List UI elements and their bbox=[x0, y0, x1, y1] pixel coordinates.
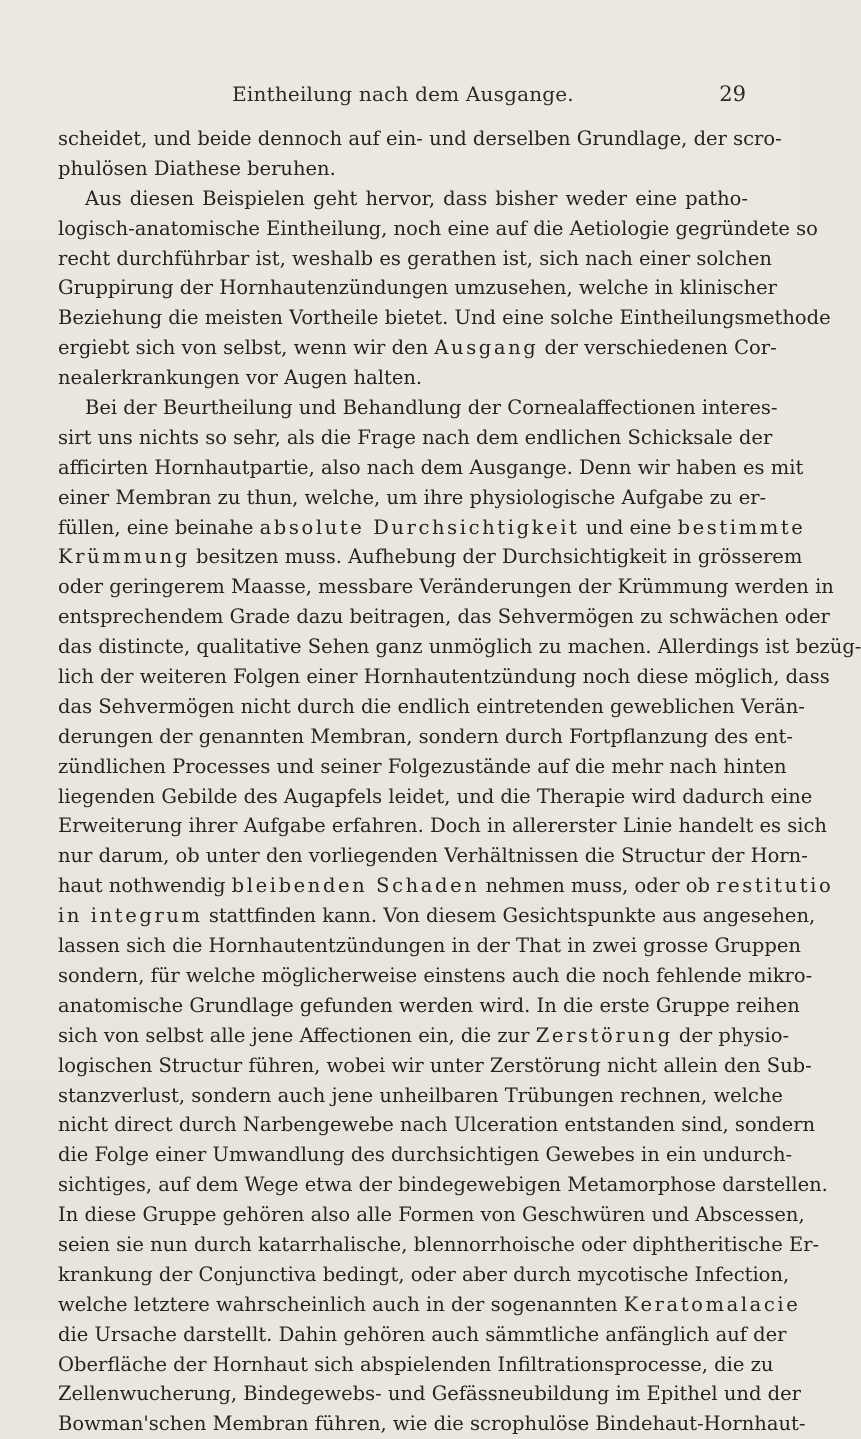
text-line bbox=[58, 662, 830, 692]
text-line bbox=[58, 333, 777, 363]
text-run: der physio- bbox=[672, 1023, 790, 1047]
text-run: derungen der genannten Membran, sondern durch Fortpflanzung des ent- bbox=[58, 724, 793, 748]
text-line bbox=[58, 841, 808, 871]
text-line bbox=[58, 483, 767, 513]
text-run: besitzen muss. Aufhebung der Durchsichtigkeit in grösserem bbox=[189, 545, 803, 569]
text-run: füllen, eine beinahe bbox=[58, 515, 260, 539]
text-run: recht durchführbar ist, weshalb es gerathen ist, sich nach einer solchen bbox=[58, 246, 772, 270]
text-run: liegenden Gebilde des Augapfels leidet, und die Therapie wird dadurch eine bbox=[58, 784, 813, 808]
text-run: stanzverlust, sondern auch jene unheilbaren Trübungen rechnen, welche bbox=[58, 1083, 783, 1107]
text-run: und eine bbox=[579, 515, 678, 539]
text-line bbox=[58, 782, 813, 812]
text-run: krankung der Conjunctiva bedingt, oder aber durch mycotische Infection, bbox=[58, 1262, 790, 1286]
text-line bbox=[58, 632, 861, 662]
text-run: Erweiterung ihrer Aufgabe erfahren. Doch in allererster Linie handelt es sich bbox=[58, 814, 827, 838]
text-run: lich der weiteren Folgen einer Hornhautentzündung noch diese möglich, dass bbox=[58, 665, 830, 689]
spaced-emphasis: Zerstörung bbox=[535, 1023, 673, 1047]
text-run: anatomische Grundlage gefunden werden wird. In die erste Gruppe reihen bbox=[58, 993, 800, 1017]
text-run: Aus diesen Beispielen geht hervor, dass bisher weder eine patho- bbox=[85, 186, 748, 210]
text-run: nealerkrankungen vor Augen halten. bbox=[58, 366, 423, 390]
text-line bbox=[58, 303, 831, 333]
text-line bbox=[58, 871, 834, 901]
text-line bbox=[58, 453, 804, 483]
text-line bbox=[58, 811, 827, 841]
text-run: In diese Gruppe gehören also alle Formen von Geschwüren und Abscessen, bbox=[58, 1203, 805, 1227]
spaced-emphasis: restitutio bbox=[716, 874, 834, 898]
body-text bbox=[58, 124, 861, 1439]
text-line bbox=[58, 1170, 828, 1200]
text-line bbox=[58, 602, 830, 632]
text-line bbox=[58, 931, 801, 961]
text-line bbox=[58, 1409, 806, 1439]
text-run: afficirten Hornhautpartie, also nach dem Ausgange. Denn wir haben es mit bbox=[58, 455, 804, 479]
text-line bbox=[58, 363, 748, 393]
text-run: zündlichen Processes und seiner Folgezustände auf die mehr nach hinten bbox=[58, 754, 787, 778]
text-run: ergiebt sich von selbst, wenn wir den bbox=[58, 336, 435, 360]
text-line bbox=[58, 1350, 774, 1380]
text-line bbox=[58, 393, 778, 423]
text-run: nur darum, ob unter den vorliegenden Verhältnissen die Structur der Horn- bbox=[58, 844, 808, 868]
text-line bbox=[58, 423, 773, 453]
text-line bbox=[58, 1021, 790, 1051]
text-line bbox=[58, 1140, 793, 1170]
text-line bbox=[58, 513, 806, 543]
running-head: Eintheilung nach dem Ausgange. bbox=[232, 82, 574, 106]
text-run: der verschiedenen Cor- bbox=[538, 336, 777, 360]
text-run: Bowman'schen Membran führen, wie die scrophulöse Bindehaut-Hornhaut- bbox=[58, 1412, 806, 1436]
text-run: logisch-anatomische Eintheilung, noch eine auf die Aetiologie gegründete so bbox=[58, 216, 818, 240]
text-run: die Ursache darstellt. Dahin gehören auch sämmtliche anfänglich auf der bbox=[58, 1322, 787, 1346]
spaced-emphasis: absolute Durchsichtigkeit bbox=[259, 515, 580, 539]
text-run: lassen sich die Hornhautentzündungen in der That in zwei grosse Gruppen bbox=[58, 934, 801, 958]
text-run: Bei der Beurtheilung und Behandlung der Cornealaffectionen interes- bbox=[85, 396, 778, 420]
text-line bbox=[58, 184, 748, 214]
text-run: phulösen Diathese beruhen. bbox=[58, 156, 336, 180]
text-run: stattfinden kann. Von diesem Gesichtspunkte aus angesehen, bbox=[202, 904, 816, 928]
text-line bbox=[58, 1200, 805, 1230]
text-run: das distincte, qualitative Sehen ganz unmöglich zu machen. Allerdings ist bezüg- bbox=[58, 635, 861, 659]
text-run: welche letztere wahrscheinlich auch in der sogenannten bbox=[58, 1292, 624, 1316]
text-run: scheidet, und beide dennoch auf ein- und derselben Grundlage, der scro- bbox=[58, 127, 782, 150]
text-line bbox=[58, 1320, 787, 1350]
spaced-emphasis: Krümmung bbox=[58, 545, 190, 569]
text-line bbox=[58, 991, 800, 1021]
text-run: die Folge einer Umwandlung des durchsichtigen Gewebes in ein undurch- bbox=[58, 1143, 793, 1167]
text-line bbox=[58, 1379, 801, 1409]
text-run: das Sehvermögen nicht durch die endlich eintretenden geweblichen Verän- bbox=[58, 694, 805, 718]
text-run: seien sie nun durch katarrhalische, blennorrhoische oder diphtheritische Er- bbox=[58, 1232, 820, 1256]
text-line bbox=[58, 1260, 790, 1290]
text-line bbox=[58, 214, 818, 244]
spaced-emphasis: bleibenden Schaden bbox=[231, 874, 480, 898]
spaced-emphasis: Keratomalacie bbox=[623, 1292, 801, 1316]
text-run: sirt uns nichts so sehr, als die Frage nach dem endlichen Schicksale der bbox=[58, 425, 773, 449]
text-line bbox=[58, 752, 787, 782]
text-line bbox=[58, 124, 782, 154]
text-run: sich von selbst alle jene Affectionen ein, die zur bbox=[58, 1023, 536, 1047]
spaced-emphasis: bestimmte bbox=[677, 515, 806, 539]
text-line bbox=[58, 1110, 816, 1140]
text-line bbox=[58, 1051, 812, 1081]
text-line bbox=[58, 961, 813, 991]
text-line bbox=[58, 1290, 801, 1320]
text-line bbox=[58, 572, 834, 602]
text-line bbox=[58, 692, 805, 722]
text-line bbox=[58, 722, 793, 752]
text-line bbox=[58, 154, 748, 184]
text-run: Beziehung die meisten Vortheile bietet. Und eine solche Eintheilungsmethode bbox=[58, 306, 831, 330]
text-line bbox=[58, 901, 816, 931]
text-line bbox=[58, 1081, 783, 1111]
text-run: nehmen muss, oder ob bbox=[479, 874, 717, 898]
text-run: logischen Structur führen, wobei wir unter Zerstörung nicht allein den Sub- bbox=[58, 1053, 812, 1077]
text-run: nicht direct durch Narbengewebe nach Ulceration entstanden sind, sondern bbox=[58, 1113, 816, 1137]
text-run: Zellenwucherung, Bindegewebs- und Gefässneubildung im Epithel und der bbox=[58, 1382, 801, 1406]
text-line bbox=[58, 542, 803, 572]
text-run: einer Membran zu thun, welche, um ihre physiologische Aufgabe zu er- bbox=[58, 485, 767, 509]
text-line bbox=[58, 273, 777, 303]
page-header bbox=[58, 82, 748, 112]
spaced-emphasis: Ausgang bbox=[434, 336, 539, 360]
text-run: Oberfläche der Hornhaut sich abspielenden Infiltrationsprocesse, die zu bbox=[58, 1352, 774, 1376]
page-number: 29 bbox=[719, 82, 746, 106]
text-run: oder geringerem Maasse, messbare Veränderungen der Krümmung werden in bbox=[58, 575, 834, 599]
text-line bbox=[58, 244, 772, 274]
text-run: sondern, für welche möglicherweise einstens auch die noch fehlende mikro- bbox=[58, 963, 813, 987]
text-run: entsprechendem Grade dazu beitragen, das Sehvermögen zu schwächen oder bbox=[58, 605, 830, 629]
spaced-emphasis: in integrum bbox=[58, 904, 203, 928]
text-run: haut nothwendig bbox=[58, 874, 232, 898]
text-run: Gruppirung der Hornhautenzündungen umzusehen, welche in klinischer bbox=[58, 276, 777, 300]
text-run: sichtiges, auf dem Wege etwa der bindegewebigen Metamorphose darstellen. bbox=[58, 1173, 828, 1197]
text-line bbox=[58, 1230, 820, 1260]
